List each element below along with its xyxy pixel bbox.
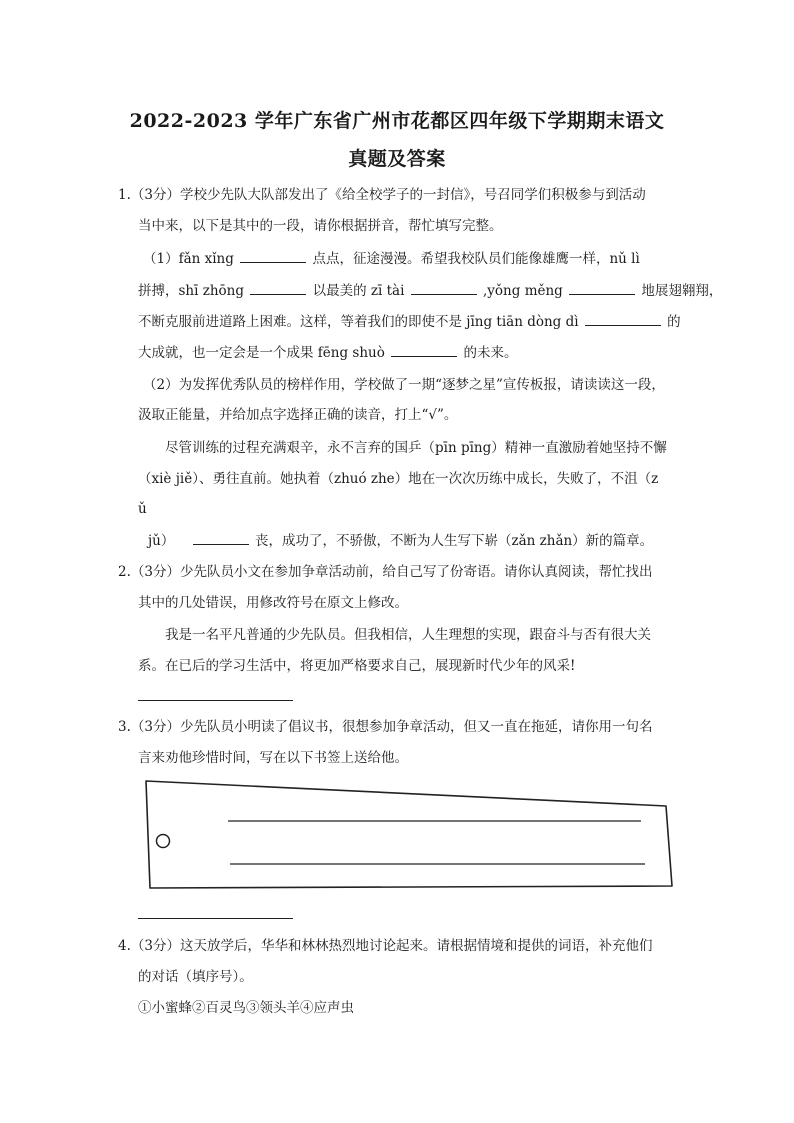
- q1-stem-line-2: 当中来，以下是其中的一段，请你根据拼音，帮忙填写完整。: [138, 218, 503, 234]
- q1-passage-line-1: 尽管训练的过程充满艰辛，永不言弃的国乒（pīn pīng）精神一直激励着她坚持不懈: [165, 440, 667, 456]
- q3-stem-line-2: 言来劝他珍惜时间，写在以下书签上送给他。: [138, 750, 408, 766]
- q1-part2-line-2: 汲取正能量，并给加点字选择正确的读音，打上“√”。: [138, 407, 458, 423]
- q1-part1-text: 点点，征途漫漫。希望我校队员们能像雄鹰一样，nǔ lì: [312, 251, 640, 267]
- q1-passage-line-3: ǔ: [138, 501, 147, 517]
- title-line-1: 2022-2023 学年广东省广州市花都区四年级下学期期末语文: [129, 110, 665, 132]
- q1-part1-text: 的: [667, 314, 681, 330]
- q1-part1-text: ,yǒng měng: [483, 283, 563, 299]
- q2-stem-line-1: 2.（3分）少先队员小文在参加争章活动前，给自己写了份寄语。请你认真阅读，帮忙找出: [118, 564, 653, 580]
- q2-passage-line-1: 我是一名平凡普通的少先队员。但我相信，人生理想的实现，跟奋斗与否有很大关: [165, 627, 651, 643]
- q1-part1-text: 的未来。: [463, 345, 518, 361]
- q1-part2-line-1: （2）为发挥优秀队员的榜样作用，学校做了一期“逐梦之星”宣传板报，请读读这一段，: [143, 377, 665, 393]
- q2-stem-line-2: 其中的几处错误，用修改符号在原文上修改。: [138, 595, 408, 611]
- q4-stem-line-1: 4.（3分）这天放学后，华华和林林热烈地讨论起来。请根据情境和提供的词语，补充他们: [118, 938, 653, 954]
- q4-stem-line-2: 的对话（填序号）。: [138, 969, 253, 985]
- q1-stem-line-1: 1.（3分）学校少先队大队部发出了《给全校学子的一封信》，号召同学们积极参与到活动: [118, 187, 646, 203]
- q3-answer-line[interactable]: [138, 918, 293, 919]
- q1-passage-text: jǔ）: [148, 533, 175, 549]
- q3-stem-line-1: 3.（3分）少先队员小明读了倡议书，很想参加争章活动，但又一直在拖延，请你用一句名: [118, 719, 653, 735]
- q1-part1-text: 以最美的 zī tài: [312, 283, 405, 299]
- q4-options: ①小蜜蜂②百灵鸟③领头羊④应声虫: [138, 1000, 354, 1016]
- bookmark-outline: [146, 781, 672, 888]
- q1-passage-text: 丧，成功了，不骄傲，不断为人生写下崭（zǎn zhǎn）新的篇章。: [254, 533, 654, 549]
- q1-part1-text: 地展翅翱翔，: [641, 283, 723, 299]
- q1-part1-text: 不断克服前进道路上困难。这样，等着我们的即使不是 jīng tiān dòng dì: [138, 314, 579, 330]
- bookmark-hole-icon: [157, 835, 170, 848]
- q2-passage-line-2: 系。在已后的学习生活中，将更加严格要求自己，展现新时代少年的风采!: [138, 658, 576, 674]
- q1-part1-text: （1）fǎn xǐng: [143, 251, 234, 267]
- q1-passage-line-2: （xiè jiě）、勇往直前。她执着（zhuó zhe）地在一次次历练中成长，失败了，不沮（z: [138, 471, 659, 487]
- title-line-2: 真题及答案: [348, 148, 446, 170]
- q1-part1-text: 大成就，也一定会是一个成果 fēng shuò: [138, 345, 385, 361]
- q1-part1-text: 拼搏，shī zhōng: [138, 283, 245, 299]
